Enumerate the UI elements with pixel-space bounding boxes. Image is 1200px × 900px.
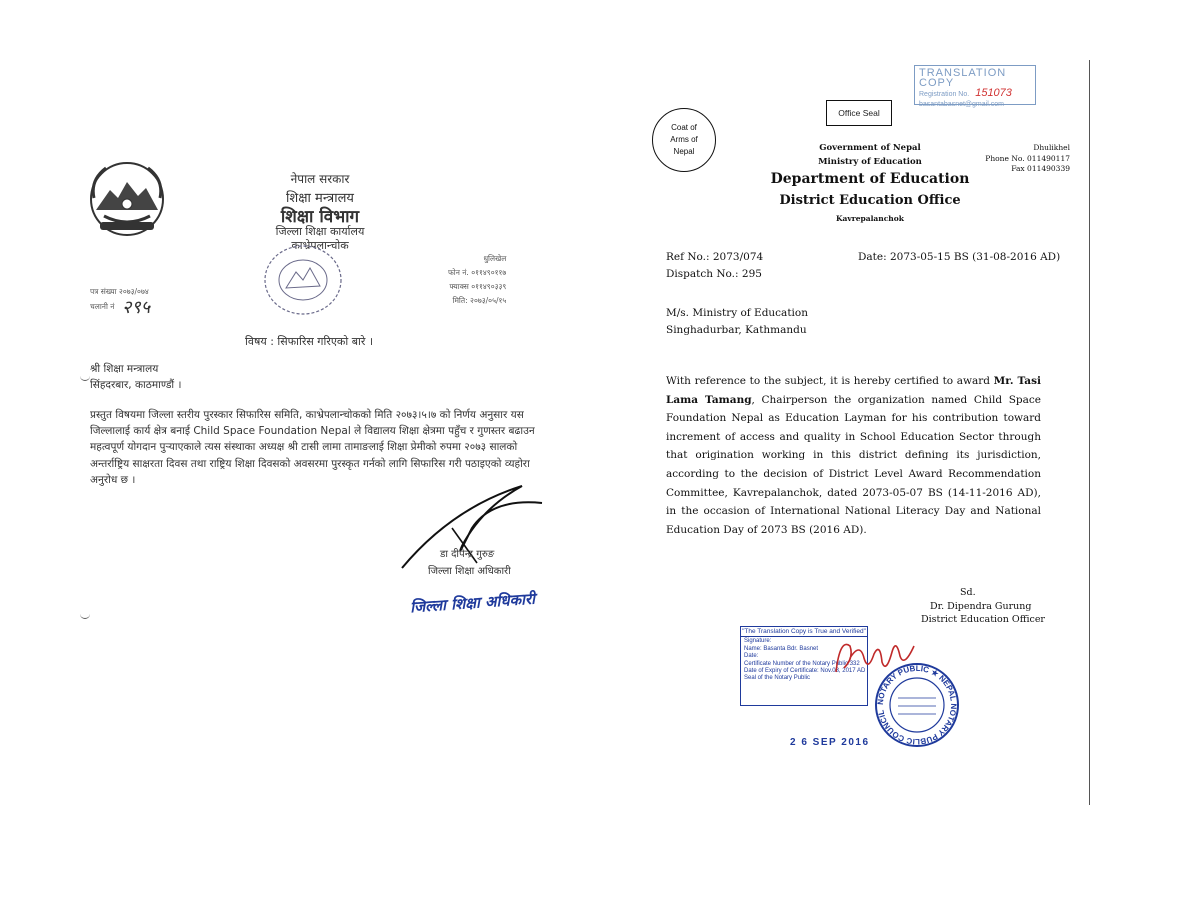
notary-seal-outer-text: NOTARY PUBLIC ★ NEPAL NOTARY PUBLIC COUNCIL — [875, 663, 959, 747]
translation-email: basantabasnet@gmail.com — [919, 101, 1004, 108]
nepali-ref: पत्र संख्या २०७३/०७४ — [90, 287, 149, 296]
translation-stamp-title: TRANSLATION COPY — [919, 67, 1007, 89]
nepali-date: मिति: २०७३/०५/१५ — [452, 296, 507, 305]
nepali-signer-title: जिल्ला शिक्षा अधिकारी — [428, 566, 511, 577]
nepali-dispatch-number: २९५ — [122, 297, 151, 318]
translation-copy-stamp — [914, 65, 1036, 108]
english-recipient-line1: M/s. Ministry of Education — [666, 307, 808, 319]
english-fax: Fax 011490339 — [1011, 164, 1070, 173]
notary-date-stamp: 2 6 SEP 2016 — [790, 737, 870, 748]
translation-reg-label: Registration No. — [919, 91, 970, 98]
notary-date-line: Date: — [744, 653, 759, 660]
nepali-contact-block — [448, 252, 506, 308]
nepali-recipient-line1: श्री शिक्षा मन्त्रालय — [90, 363, 159, 375]
english-ministry: Ministry of Education — [818, 157, 922, 167]
office-seal-placeholder — [826, 100, 892, 126]
english-signer-name: Dr. Dipendra Gurung — [930, 601, 1032, 612]
english-district: Kavrepalanchok — [836, 214, 904, 223]
english-contact-block — [950, 143, 1070, 175]
nepal-emblem-icon — [86, 158, 168, 240]
nepali-fax: फ्याक्स ०११४९०३३९ — [449, 282, 507, 291]
nepali-department: शिक्षा विभाग — [280, 207, 360, 227]
nepali-subject: विषय : सिफारिस गरिएको बारे । — [245, 335, 374, 348]
awardee-name: Mr. Tasi Lama Tamang — [666, 375, 1041, 406]
notary-box-title: "The Translation Copy is True and Verified" — [741, 627, 867, 637]
english-place: Dhulikhel — [1033, 143, 1070, 152]
translation-reg-number: 151073 — [975, 87, 1012, 99]
office-seal-label: Office Seal — [838, 108, 880, 118]
nepali-ministry: शिक्षा मन्त्रालय — [286, 191, 354, 206]
nepali-government: नेपाल सरकार — [290, 172, 350, 186]
nepali-place: धुलिखेल — [483, 254, 507, 263]
nepali-signer-name: डा दीपेन्द्र गुरुङ — [440, 549, 495, 560]
english-office: District Education Office — [779, 193, 961, 208]
notary-public-seal-icon — [874, 662, 960, 748]
english-recipient-line2: Singhadurbar, Kathmandu — [666, 324, 807, 336]
english-government: Government of Nepal — [819, 143, 921, 153]
notary-certificate-line: Certificate Number of the Notary Public:332 — [744, 660, 860, 667]
nepali-dispatch-label: चलानी नं — [90, 302, 115, 311]
english-dispatch: Dispatch No.: 295 — [666, 268, 762, 280]
office-seal-stamp-icon — [258, 238, 348, 322]
nepali-officer-stamp: जिल्ला शिक्षा अधिकारी — [409, 589, 536, 617]
english-phone: Phone No. 011490117 — [985, 153, 1070, 163]
english-body-text — [666, 372, 1041, 539]
handwritten-signature-icon — [392, 468, 552, 578]
notary-name-line: Name: Basanta Bdr. Basnet — [744, 645, 819, 652]
english-ref: Ref No.: 2073/074 — [666, 251, 764, 263]
page-margin-line — [1089, 60, 1090, 805]
nepali-phone: फोन नं. ०११४९०११७ — [448, 268, 507, 277]
english-department: Department of Education — [770, 171, 970, 187]
notary-signature-label: Signature: — [744, 638, 772, 645]
english-date: Date: 2073-05-15 BS (31-08-2016 AD) — [858, 251, 1061, 263]
svg-text:NOTARY PUBLIC ★ NEPAL NOTARY P — [876, 664, 958, 746]
coat-of-arms-placeholder — [652, 108, 716, 172]
margin-tick-mark — [80, 374, 90, 381]
body-rest: , Chairperson the organization named Child Space Foundation Nepal as Education Layman for his contribution toward increment of access and quality in School Education Sector through that origination working in this district defining its jurisdiction, according to the decision of District Level Award Recommendation Committee, Kavrepalanchok, dated 2073-05-07 BS (14-11-2016 AD), in the occasion of International National Literacy Day and National Education Day of 2073 BS (2016 AD). — [666, 393, 1041, 536]
nepali-district: काभ्रेपलान्चोक — [291, 239, 349, 252]
nepali-body-text: प्रस्तुत विषयमा जिल्ला स्तरीय पुरस्कार सिफारिस समिति, काभ्रेपलान्चोकको मिति २०७३।५।७ को निर्णय अनुसार यस जिल्लालाई कार्य क्षेत्र बनाई Child Space Foundation Nepal ले विद्यालय शिक्षा क्षेत्रमा पहुँच र गुणस्तर बढाउन महत्वपूर्ण योगदान पुऱ्याएकाले त्यस संस्थाका अध्यक्ष श्री टासी लामा तामाङलाई शिक्षा प्रेमीको रुपमा २०७३ सालको अन्तर्राष्ट्रिय साक्षरता दिवस तथा राष्ट्रिय शिक्षा दिवसको अवसरमा पुरस्कृत गर्नको लागि सिफारिस गरी पठाइएको व्यहोरा अनुरोध छ । — [90, 409, 535, 486]
notary-seal-line: Seal of the Notary Public — [744, 675, 811, 682]
nepali-office: जिल्ला शिक्षा कार्यालय — [275, 225, 365, 238]
coat-of-arms-label: Coat of Arms of Nepal — [670, 123, 698, 156]
nepali-recipient-line2: सिंहदरबार, काठमाण्डौं । — [90, 379, 182, 391]
margin-tick-mark — [80, 612, 90, 619]
english-sd: Sd. — [960, 587, 976, 598]
english-signer-title: District Education Officer — [921, 614, 1045, 625]
body-intro: With reference to the subject, it is hereby certified to award — [666, 375, 994, 387]
notary-expiry-line: Date of Expiry of Certificate: Nov.03, 2017 AD — [744, 668, 866, 675]
